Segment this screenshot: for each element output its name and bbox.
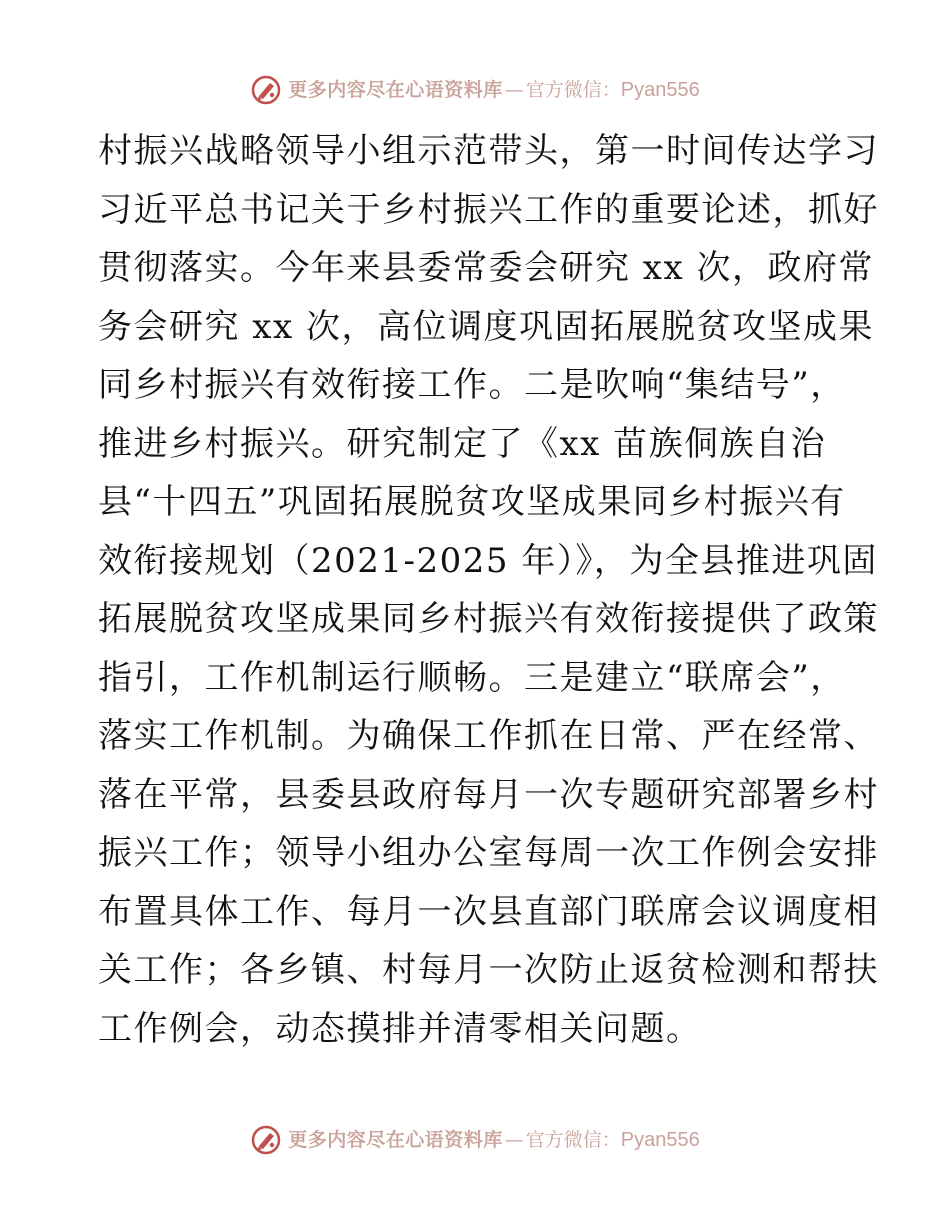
body-line: 县“十四五”巩固拓展脱贫攻坚成果同乡村振兴有 <box>98 482 846 522</box>
body-line: 习近平总书记关于乡村振兴工作的重要论述，抓好 <box>98 189 879 230</box>
body-line: 落在平常，县委县政府每月一次专题研究部署乡村 <box>98 774 879 815</box>
footer-wechat-id: Pyan556 <box>620 1129 700 1151</box>
header-dash: — <box>504 78 524 101</box>
header-wechat-id: Pyan556 <box>620 79 700 101</box>
body-line: 效衔接规划（2021-2025 年）》，为全县推进巩固 <box>98 540 878 581</box>
body-line: 务会研究 xx 次，高位调度巩固拓展脱贫攻坚成果 <box>98 306 874 347</box>
footer-brand: 更多内容尽在心语资料库 <box>288 1128 503 1151</box>
footer-dash: — <box>504 1128 524 1151</box>
body-line: 落实工作机制。为确保工作抓在日常、严在经常、 <box>98 716 879 756</box>
header-brand: 更多内容尽在心语资料库 <box>288 78 503 101</box>
footer-watermark-text <box>288 1130 700 1150</box>
body-line: 拓展脱贫攻坚成果同乡村振兴有效衔接提供了政策 <box>98 599 879 639</box>
body-line: 贯彻落实。今年来县委常委会研究 xx 次，政府常 <box>98 248 874 288</box>
body-line: 振兴工作；领导小组办公室每周一次工作例会安排 <box>98 833 879 873</box>
pen-logo-icon <box>250 1124 282 1156</box>
body-line: 同乡村振兴有效衔接工作。二是吹响“集结号”， <box>98 365 846 405</box>
header-wechat-label: 官方微信： <box>525 78 621 101</box>
body-line: 指引，工作机制运行顺畅。三是建立“联席会”， <box>98 657 846 698</box>
body-line: 村振兴战略领导小组示范带头，第一时间传达学习 <box>98 131 879 171</box>
body-line: 工作例会，动态摸排并清零相关问题。 <box>98 1008 702 1049</box>
body-line: 关工作；各乡镇、村每月一次防止返贫检测和帮扶 <box>98 950 879 990</box>
body-line: 推进乡村振兴。研究制定了《xx 苗族侗族自治 <box>98 423 827 464</box>
header-watermark <box>0 70 950 110</box>
body-line: 布置具体工作、每月一次县直部门联席会议调度相 <box>98 891 879 932</box>
document-body <box>98 122 879 1058</box>
footer-watermark <box>0 1120 950 1160</box>
header-watermark-text <box>288 80 700 100</box>
pen-logo-icon <box>250 74 282 106</box>
footer-wechat-label: 官方微信： <box>525 1128 621 1151</box>
